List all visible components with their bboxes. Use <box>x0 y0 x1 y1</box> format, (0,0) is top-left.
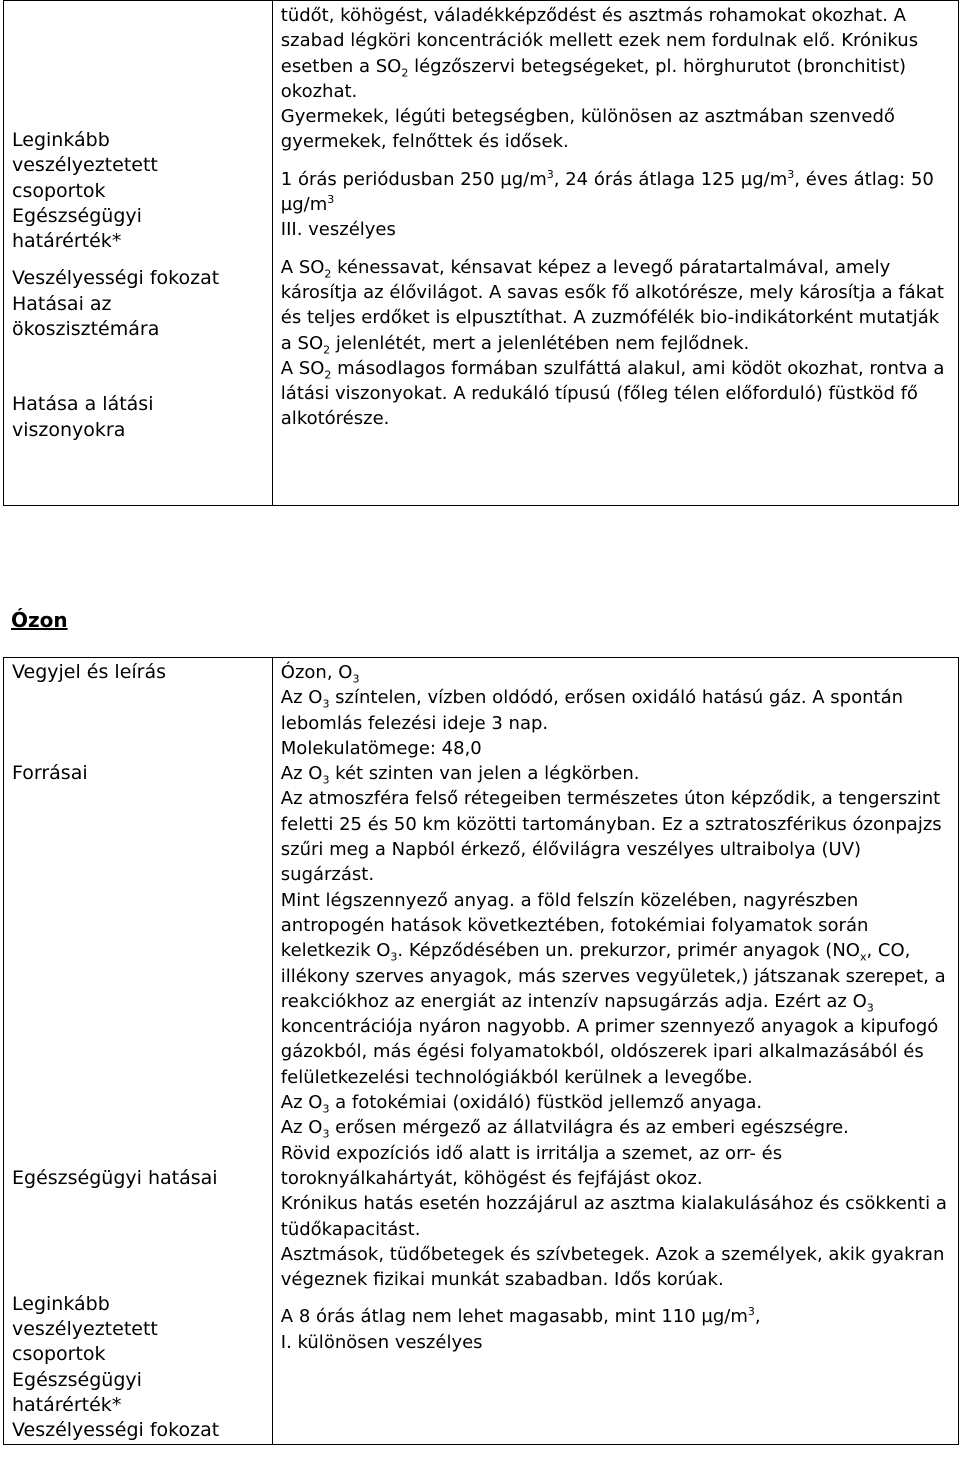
molecular-weight: Molekulatömege: 48,0 <box>280 737 482 759</box>
sources-part: . Képződésében un. prekurzor, primér anyagok (NO <box>397 940 860 962</box>
table-row <box>4 1 959 506</box>
limit-part: A 8 órás átlag nem lehet magasabb, mint 110 <box>280 1306 702 1328</box>
sources-part: Az O <box>280 763 323 785</box>
sources-line-1 <box>281 761 950 786</box>
ecosystem-part: kénessavat, kénsavat képez a levegő páratartalmával, amely károsítja az élővilágot. A savas esők fő alkotórésze, mely károsítja a fákat és teljes erdőket is elpusztíthat. A zuzmófélék bio-indikátorként mutatják a SO <box>280 256 944 354</box>
desc-part: Az O <box>280 687 323 709</box>
superscript: 3 <box>747 1305 755 1319</box>
so2-table <box>3 0 959 506</box>
subscript: x <box>859 950 867 964</box>
subscript: 3 <box>352 672 360 686</box>
table-row <box>4 658 959 1445</box>
hazard-level-text: I. különösen veszélyes <box>280 1331 483 1353</box>
limit-part: , éves átlag: 50 <box>794 168 934 190</box>
mu-symbol: µ <box>280 194 293 216</box>
subscript: 2 <box>324 368 332 382</box>
ozone-table <box>3 657 959 1445</box>
health-toxicity <box>281 1115 950 1140</box>
label-description: Vegyjel és leírás <box>12 661 167 683</box>
mu-symbol: µ <box>740 168 753 190</box>
health-part: erősen mérgező az állatvilágra és az emberi egészségre. <box>329 1117 849 1139</box>
ozone-name-text: Ózon, O <box>280 662 353 683</box>
limit-text <box>281 167 950 218</box>
limit-unit: g/m <box>511 168 547 190</box>
spacer <box>281 155 950 167</box>
health-effects-chronic: Krónikus esetben a SO <box>280 30 919 77</box>
health-effects-text <box>281 3 950 104</box>
health-short-term: Rövid expozíciós idő alatt is irritálja a szemet, az orr- és toroknyálkahártyát, köhögést és fejfájást okoz. <box>280 1142 783 1189</box>
label-risk-groups-3: csoportok <box>12 1343 106 1366</box>
subscript: 3 <box>322 1127 330 1141</box>
label-limit-2: határérték* <box>12 1394 122 1417</box>
superscript: 3 <box>327 193 335 207</box>
superscript: 3 <box>546 167 554 181</box>
limit-unit: g/m <box>292 194 328 216</box>
sources-part: két szinten van jelen a légkörben. <box>329 763 640 785</box>
subscript: 3 <box>866 1001 874 1015</box>
so2-values-cell <box>272 1 958 506</box>
sources-stratosphere: Az atmoszféra felső rétegeiben természetes úton képződik, a tengerszint feletti 25 és 50 km közötti tartományban. Ez a sztratoszférikus ózonpajzs szűri meg a Napból érkező, élővilágra veszélyes ultraibolya (UV) sugárzást. <box>280 788 942 886</box>
label-hazard: Veszélyességi fokozat <box>12 1419 220 1442</box>
sources-part: a fotokémiai (oxidáló) füstköd jellemző anyaga. <box>329 1092 763 1114</box>
health-part: Az O <box>280 1117 323 1139</box>
label-risk-groups-1: Leginkább <box>12 1292 110 1315</box>
so2-labels-cell <box>4 1 273 506</box>
label-sources: Forrásai <box>12 762 88 785</box>
desc-part: színtelen, vízben oldódó, erősen oxidáló hatású gáz. A spontán lebomlás felezési ideje 3 nap. <box>280 687 904 734</box>
subscript: 3 <box>322 697 330 711</box>
label-limit-1: Egészségügyi <box>12 204 142 227</box>
label-limit-2: határérték* <box>12 230 122 253</box>
sources-part: Az O <box>280 1092 323 1114</box>
health-effects-chronic-end: légzőszervi betegségeket, pl. hörghurutot (bronchitist) okozhat. <box>280 55 907 102</box>
label-risk-groups-1: Leginkább <box>12 129 110 151</box>
visibility-part: másodlagos formában szulfáttá alakul, ami ködöt okozhat, rontva a látási viszonyokat. A redukáló típusú (főleg télen előforduló) füstköd fő alkotórésze. <box>280 357 945 430</box>
label-limit-1: Egészségügyi <box>12 1368 142 1391</box>
ozone-values-cell <box>272 658 958 1445</box>
label-risk-groups-3: csoportok <box>12 179 106 202</box>
hazard-level-text: III. veszélyes <box>280 219 396 241</box>
label-hazard: Veszélyességi fokozat <box>12 267 220 290</box>
sources-part: Mint légszennyező anyag. a föld felszín közelében, nagyrészben antropogén hatások következtében, fotokémiai folyamatok során keletkezik O <box>280 889 869 962</box>
subscript: 2 <box>401 66 409 80</box>
label-ecosystem-2: ökoszisztémára <box>12 318 160 341</box>
label-health-effects: Egészségügyi hatásai <box>12 1166 218 1189</box>
risk-groups-text: Gyermekek, légúti betegségben, különösen az asztmában szenvedő gyermekek, felnőttek és idősek. <box>280 106 895 153</box>
limit-part: , 24 órás átlaga 125 <box>553 168 741 190</box>
limit-part: , <box>754 1306 761 1328</box>
label-risk-groups-2: veszélyeztetett <box>12 154 158 177</box>
health-effects-line: tüdőt, köhögést, váladékképződést és asztmás rohamokat okozhat. A szabad légköri koncentrációk mellett ezek nem fordulnak elő. <box>280 5 906 52</box>
limit-unit: g/m <box>712 1306 748 1328</box>
limit-part: 1 órás periódusban 250 <box>280 168 501 190</box>
subscript: 2 <box>324 267 332 281</box>
section-title-ozone: Ózon <box>11 608 68 632</box>
label-visibility-1: Hatása a látási <box>12 393 154 416</box>
health-chronic: Krónikus hatás esetén hozzájárul az asztma kialakulásához és csökkenti a tüdőkapacitást. <box>280 1193 947 1240</box>
ecosystem-part: jelenlétét, mert a jelenlétében nem fejlődnek. <box>330 332 750 354</box>
subscript: 3 <box>322 1102 330 1116</box>
subscript: 3 <box>322 773 330 787</box>
subscript: 2 <box>323 343 331 357</box>
spacer <box>281 243 950 255</box>
visibility-text <box>281 356 950 432</box>
ozone-labels-cell <box>4 658 273 1445</box>
sources-pollutant <box>281 888 950 1090</box>
label-visibility-2: viszonyokra <box>12 418 126 441</box>
ozone-description <box>281 685 950 736</box>
sources-part: , CO, illékony szerves anyagok, más szerves vegyületek,) játszanak szerepet, a reakciókhoz az energiát az intenzív napsugárzás adja. Ezért az O <box>280 940 946 1012</box>
spacer <box>281 1292 950 1304</box>
risk-groups-text: Asztmások, tüdőbetegek és szívbetegek. Azok a személyek, akik gyakran végeznek fizikai munkát szabadban. Idős korúak. <box>280 1243 945 1291</box>
visibility-part: A SO <box>280 357 325 379</box>
sources-part: koncentrációja nyáron nagyobb. A primer szennyező anyagok a kipufogó gázokból, más égési folyamatokból, oldószerek ipari alkalmazásából és felületkezelési technológiákból kerülnek a levegőbe. <box>280 1016 939 1088</box>
ozone-name <box>281 660 950 685</box>
label-risk-groups-2: veszélyeztetett <box>12 1318 158 1341</box>
limit-unit: g/m <box>752 168 788 190</box>
superscript: 3 <box>787 167 795 181</box>
ecosystem-part: A SO <box>280 256 325 278</box>
limit-text <box>281 1304 950 1329</box>
mu-symbol: µ <box>701 1306 713 1328</box>
sources-smog <box>281 1090 950 1115</box>
subscript: 3 <box>390 950 398 964</box>
mu-symbol: µ <box>500 168 512 190</box>
ecosystem-text <box>281 255 950 356</box>
label-ecosystem-1: Hatásai az <box>12 292 112 315</box>
